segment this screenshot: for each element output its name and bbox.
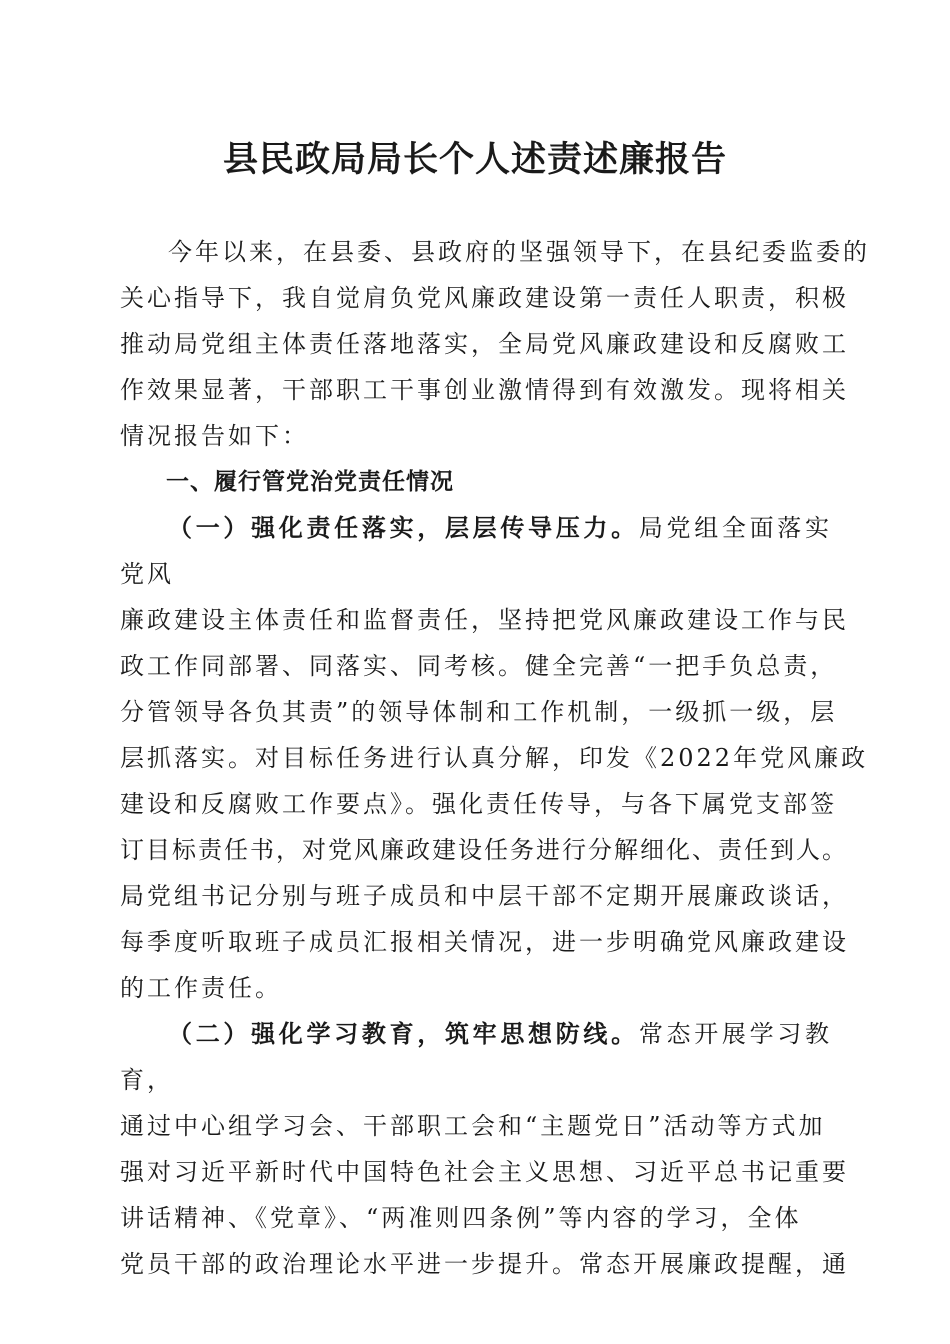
intro-line: 作效果显著，干部职工干事创业激情得到有效激发。现将相关 xyxy=(120,376,849,404)
section-heading: 一、履行管党治党责任情况 xyxy=(166,469,454,495)
paragraph-1-subheading: （一）强化责任落实，层层传导压力。 xyxy=(168,513,639,542)
paragraph-line: 政工作同部署、同落实、同考核。健全完善“一把手负总责， xyxy=(120,652,838,680)
paragraph-1-body xyxy=(120,597,869,1011)
paragraph-line: 建设和反腐败工作要点》。强化责任传导，与各下属党支部签 xyxy=(120,790,837,818)
paragraph-line: 讲话精神、《党章》、“两准则四条例”等内容的学习，全体 xyxy=(120,1204,802,1232)
paragraph-1-first-line xyxy=(120,505,832,597)
document-title: 县民政局局长个人述责述廉报告 xyxy=(222,139,727,180)
intro-continuation xyxy=(120,275,849,459)
document-body xyxy=(120,229,870,1287)
intro-line: 推动局党组主体责任落地落实，全局党风廉政建设和反腐败工 xyxy=(120,330,849,358)
paragraph-line: 分管领导各负其责”的领导体制和工作机制，一级抓一级，层 xyxy=(120,698,838,726)
intro-line: 关心指导下，我自觉肩负党风廉政建设第一责任人职责，积极 xyxy=(120,284,849,312)
paragraph-2-subheading: （二）强化学习教育，筑牢思想防线。 xyxy=(168,1019,639,1048)
paragraph-line: 的工作责任。 xyxy=(120,974,282,1002)
paragraph-line: 强对习近平新时代中国特色社会主义思想、习近平总书记重要 xyxy=(120,1158,849,1186)
paragraph-2-first-line-rest: 常态开展学习教育， xyxy=(120,1020,833,1094)
paragraph-line: 订目标责任书，对党风廉政建设任务进行分解细化、责任到人。 xyxy=(120,836,848,864)
paragraph-line: 层抓落实。对目标任务进行认真分解，印发《2022年党风廉政 xyxy=(120,744,869,772)
paragraph-line: 通过中心组学习会、干部职工会和“主题党日”活动等方式加 xyxy=(120,1112,826,1140)
paragraph-1-first-line-rest: 局党组全面落实党风 xyxy=(120,514,833,588)
intro-line: 今年以来，在县委、县政府的坚强领导下，在县纪委监委的 xyxy=(168,238,870,266)
paragraph-line: 党员干部的政治理论水平进一步提升。常态开展廉政提醒，通 xyxy=(120,1250,849,1278)
intro-line: 情况报告如下： xyxy=(120,422,309,450)
paragraph-line: 局党组书记分别与班子成员和中层干部不定期开展廉政谈话， xyxy=(120,882,849,910)
paragraph-line: 廉政建设主体责任和监督责任，坚持把党风廉政建设工作与民 xyxy=(120,606,849,634)
intro-paragraph xyxy=(120,229,870,275)
paragraph-2-body xyxy=(120,1103,849,1287)
paragraph-line: 每季度听取班子成员汇报相关情况，进一步明确党风廉政建设 xyxy=(120,928,849,956)
paragraph-2-first-line xyxy=(120,1011,832,1103)
